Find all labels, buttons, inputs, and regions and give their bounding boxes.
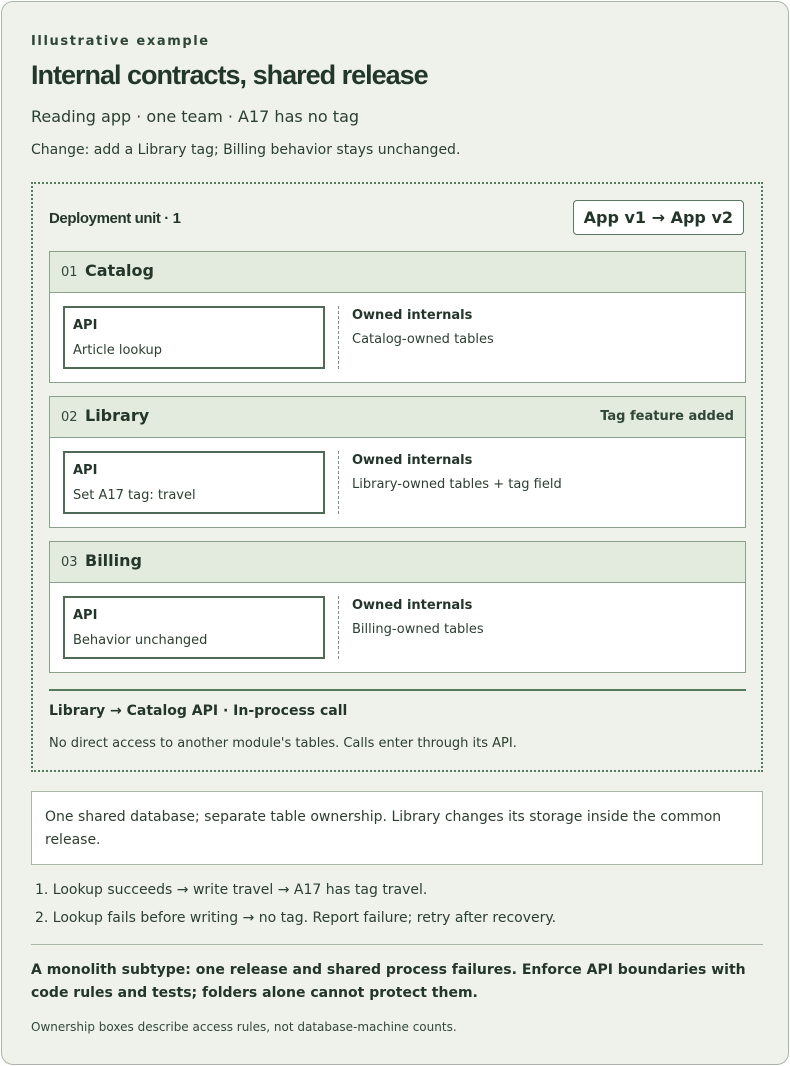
page-title: Internal contracts, shared release — [31, 60, 428, 90]
api-description: Article lookup — [73, 343, 162, 358]
api-box — [63, 596, 325, 659]
module-change-note: Tag feature added — [600, 409, 734, 424]
deployment-unit-frame — [31, 182, 763, 772]
database-note-text: One shared database; separate table ownership. Library changes its storage inside the common release. — [45, 809, 722, 848]
database-note-box — [31, 791, 763, 865]
module-library — [49, 396, 746, 528]
module-header — [50, 397, 745, 438]
api-title: API — [73, 463, 98, 478]
api-box — [63, 451, 325, 514]
module-number: 01 — [61, 265, 78, 280]
conclusion-text: A monolith subtype: one release and shared process failures. Enforce API boundaries with code rules and tests; folders alone cannot protect them. — [31, 962, 746, 1001]
dashed-divider — [338, 451, 339, 514]
eyebrow-label: Illustrative example — [31, 34, 210, 49]
api-title: API — [73, 318, 98, 333]
call-description: No direct access to another module's tables. Calls enter through its API. — [49, 736, 517, 751]
dashed-divider — [338, 596, 339, 659]
module-catalog — [49, 251, 746, 383]
module-header — [50, 542, 745, 583]
owned-internals-description: Billing-owned tables — [352, 622, 484, 637]
api-title: API — [73, 608, 98, 623]
owned-internals-title: Owned internals — [352, 453, 473, 468]
list-item: 1. Lookup succeeds → write travel → A17 has tag travel. — [35, 882, 428, 898]
owned-internals-title: Owned internals — [352, 598, 473, 613]
dashed-divider — [338, 306, 339, 369]
module-header — [50, 252, 745, 293]
change-description: Change: add a Library tag; Billing behavior stays unchanged. — [31, 142, 461, 158]
section-divider — [31, 944, 763, 945]
module-number: 03 — [61, 555, 78, 570]
list-item: 2. Lookup fails before writing → no tag. Report failure; retry after recovery. — [35, 910, 557, 926]
page-subtitle: Reading app · one team · A17 has no tag — [31, 107, 360, 126]
module-name: Catalog — [85, 261, 154, 280]
module-number: 02 — [61, 410, 78, 425]
deployment-unit-label: Deployment unit · 1 — [49, 210, 181, 227]
module-billing — [49, 541, 746, 673]
module-name: Billing — [85, 551, 142, 570]
api-box — [63, 306, 325, 369]
call-title: Library → Catalog API · In-process call — [49, 703, 348, 719]
version-badge: App v1 → App v2 — [573, 200, 744, 235]
owned-internals-description: Catalog-owned tables — [352, 332, 494, 347]
module-name: Library — [85, 406, 150, 425]
api-description: Set A17 tag: travel — [73, 488, 196, 503]
footnote: Ownership boxes describe access rules, not database-machine counts. — [31, 1020, 457, 1034]
owned-internals-description: Library-owned tables + tag field — [352, 477, 562, 492]
outcome-steps — [35, 882, 556, 938]
call-separator — [49, 689, 746, 691]
api-description: Behavior unchanged — [73, 633, 208, 648]
example-card — [1, 1, 789, 1065]
owned-internals-title: Owned internals — [352, 308, 473, 323]
